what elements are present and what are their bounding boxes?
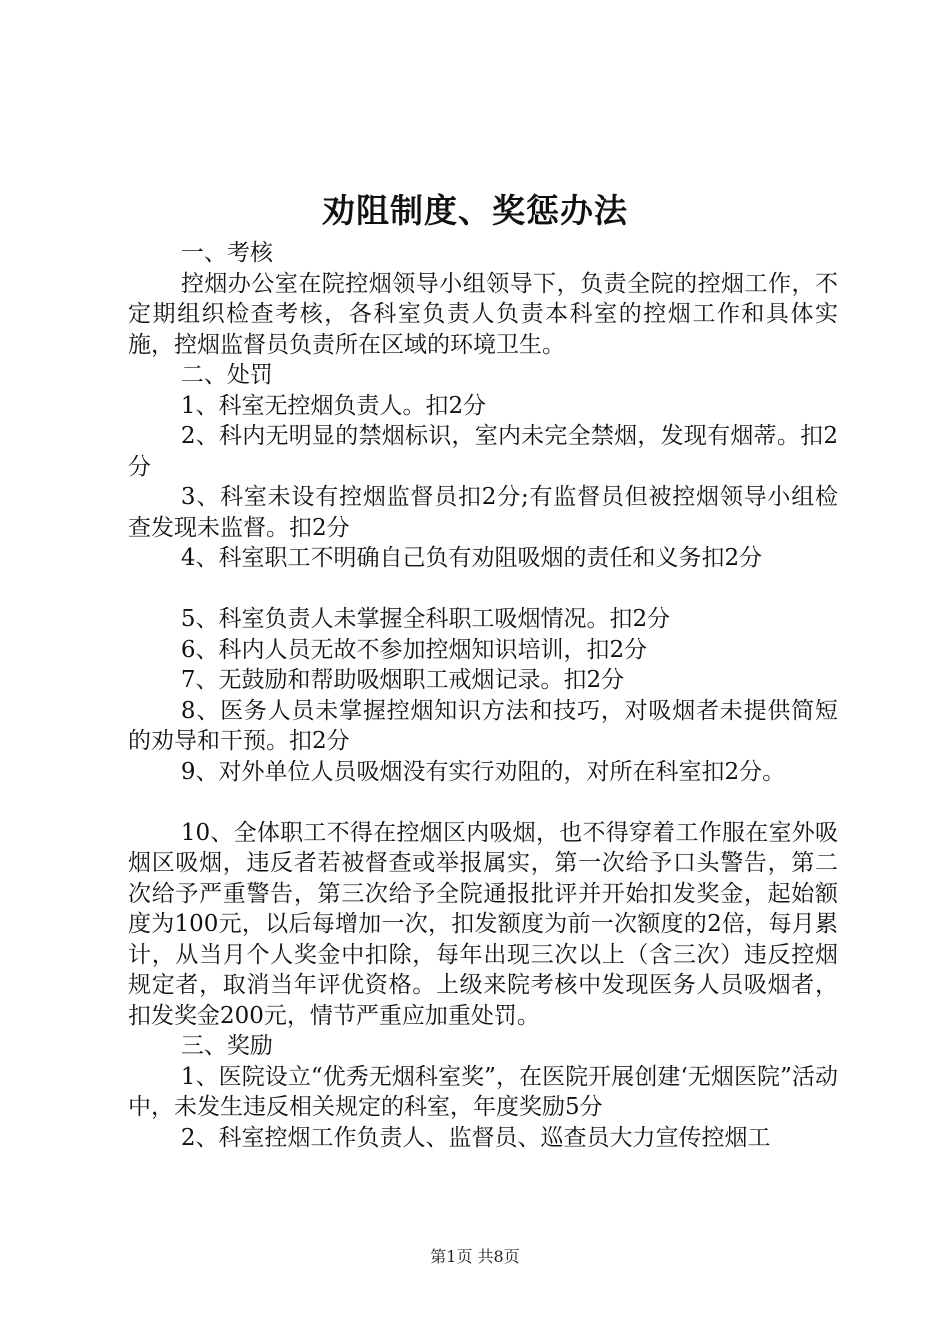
section-heading-penalties: 二、处罚 bbox=[180, 362, 273, 388]
penalty-item: 3、科室未设有控烟监督员扣2分;有监督员但被控烟领导小组检查发现未监督。扣2分 bbox=[128, 484, 838, 541]
reward-item: 2、科室控烟工作负责人、监督员、巡查员大力宣传控烟工 bbox=[180, 1124, 771, 1151]
penalty-item: 10、全体职工不得在控烟区内吸烟，也不得穿着工作服在室外吸烟区吸烟，违反者若被督查或举报属实，第一次给予口头警告，第二次给予严重警告，第三次给予全院通报批评并开始扣发奖金，起始额度为100元，以后每增加一次，扣发额度为前一次额度的2倍，每月累计，从当月个人奖金中扣除，每年出现三次以上（含三次）违反控烟规定者，取消当年评优资格。上级来院考核中发现医务人员吸烟者，扣发奖金200元，情节严重应加重处罚。 bbox=[128, 819, 838, 1029]
penalty-item: 6、科内人员无故不参加控烟知识培训，扣2分 bbox=[180, 636, 648, 663]
section-heading-rewards: 三、奖励 bbox=[180, 1033, 273, 1059]
penalty-item: 7、无鼓励和帮助吸烟职工戒烟记录。扣2分 bbox=[180, 667, 625, 693]
section-heading-assessment: 一、考核 bbox=[180, 240, 273, 266]
penalty-item: 2、科内无明显的禁烟标识，室内未完全禁烟，发现有烟蒂。扣2分 bbox=[128, 423, 838, 480]
assessment-paragraph: 控烟办公室在院控烟领导小组领导下，负责全院的控烟工作，不定期组织检查考核，各科室负责人负责本科室的控烟工作和具体实施，控烟监督员负责所在区域的环境卫生。 bbox=[128, 270, 838, 358]
reward-item: 1、医院设立“优秀无烟科室奖”，在医院开展创建‘无烟医院”活动中，未发生违反相关规定的科室，年度奖励5分 bbox=[128, 1063, 838, 1120]
penalty-item: 9、对外单位人员吸烟没有实行劝阻的，对所在科室扣2分。 bbox=[180, 758, 786, 785]
document-body bbox=[128, 238, 838, 1153]
blank-line bbox=[128, 787, 838, 818]
page-footer: 第1页 共8页 bbox=[430, 1247, 520, 1266]
penalty-item: 5、科室负责人未掌握全科职工吸烟情况。扣2分 bbox=[180, 606, 671, 632]
document-title: 劝阻制度、奖惩办法 bbox=[322, 191, 628, 230]
penalty-item: 1、科室无控烟负责人。扣2分 bbox=[180, 392, 487, 419]
penalty-item: 4、科室职工不明确自己负有劝阻吸烟的责任和义务扣2分 bbox=[180, 545, 763, 571]
blank-line bbox=[128, 574, 838, 605]
penalty-item: 8、医务人员未掌握控烟知识方法和技巧，对吸烟者未提供简短的劝导和干预。扣2分 bbox=[128, 697, 838, 754]
